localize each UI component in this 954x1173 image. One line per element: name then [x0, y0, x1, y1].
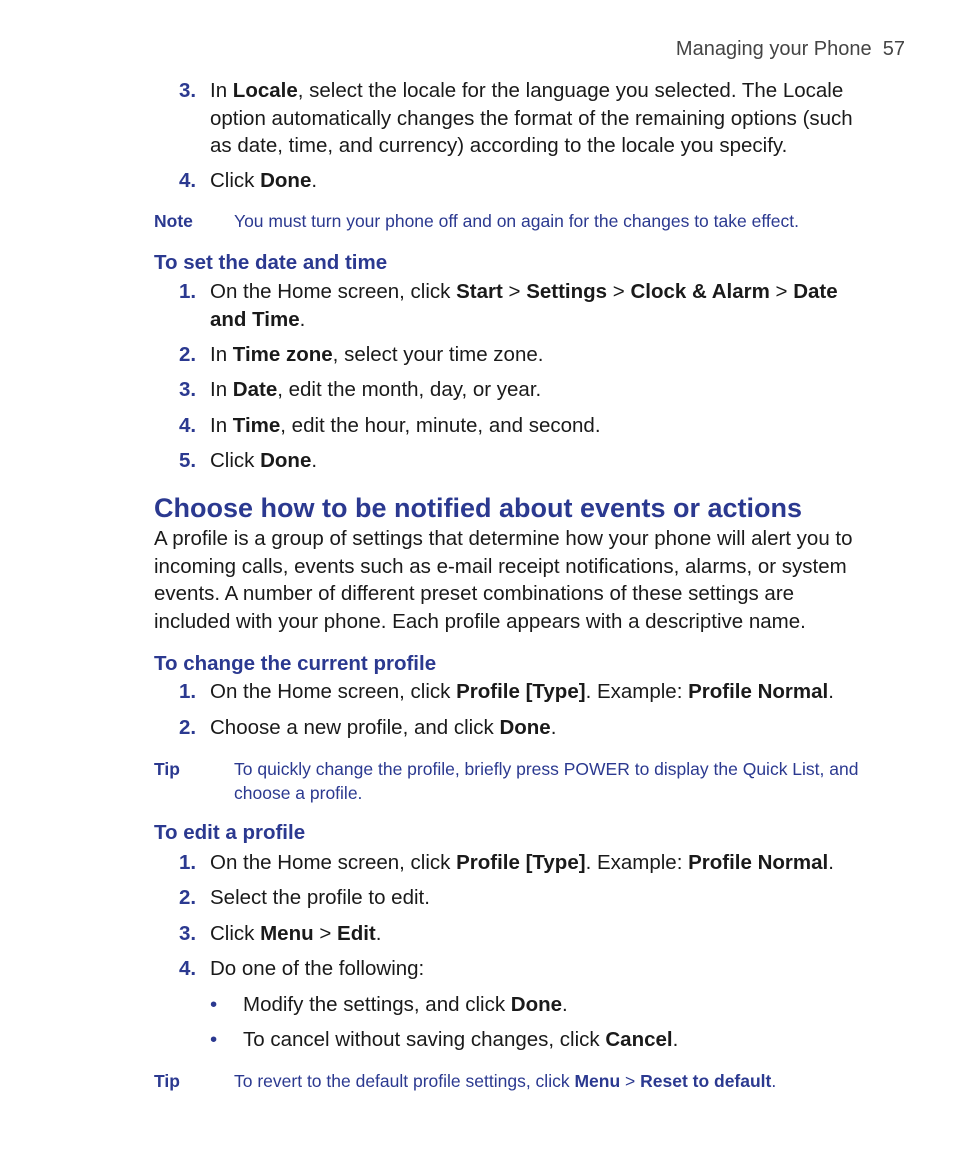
step-number: 4.: [179, 414, 197, 437]
step-text: . Example:: [585, 851, 689, 874]
list-item: [154, 884, 874, 912]
bullet-keyword: Done: [510, 993, 563, 1016]
step-number: 2.: [179, 343, 197, 366]
step-text: , select the locale for the language you selected. The Locale option automatically changes the format of the remaining options (such as date, time, and currency) according to the locale you specify.: [210, 79, 853, 157]
step-text: On the Home screen, click: [210, 680, 457, 703]
step-separator: >: [502, 280, 527, 303]
step-separator: >: [313, 922, 338, 945]
step-text: .: [375, 922, 382, 945]
step-number: 1.: [179, 680, 197, 703]
step-text: .: [550, 716, 557, 739]
tip-box: [154, 1069, 874, 1093]
list-item: [154, 955, 874, 983]
list-item: [154, 678, 874, 706]
step-text: Select the profile to edit.: [210, 886, 430, 909]
step-keyword: Profile Normal: [688, 680, 829, 703]
bullet-item: [154, 1026, 874, 1054]
step-number: 1.: [179, 280, 197, 303]
tip-separator: >: [620, 1071, 641, 1091]
step-separator: >: [607, 280, 631, 303]
page-header: [676, 38, 905, 61]
step-keyword: Menu: [260, 922, 314, 945]
bullet-text: .: [562, 993, 568, 1016]
list-item: [154, 376, 874, 404]
step-keyword: Profile [Type]: [456, 851, 586, 874]
step-number: 1.: [179, 851, 197, 874]
step-keyword: Profile Normal: [688, 851, 829, 874]
step-keyword: Profile [Type]: [456, 680, 586, 703]
bullet-keyword: Cancel: [605, 1028, 673, 1051]
section-paragraph: A profile is a group of settings that determine how your phone will alert you to incoming calls, events such as e-mail receipt notifications, alarms, or system events. A number of different preset combinations of these settings are included with your phone. Each profile appears with a descriptive name.: [154, 527, 853, 633]
step-text: Choose a new profile, and click: [210, 716, 500, 739]
step-keyword: Done: [499, 716, 551, 739]
step-text: On the Home screen, click: [210, 851, 457, 874]
step-text: .: [828, 680, 834, 703]
bullet-item: [154, 991, 874, 1019]
step-text: , edit the hour, minute, and second.: [280, 414, 601, 437]
header-title: Managing your Phone: [675, 38, 872, 60]
step-text: .: [311, 169, 318, 192]
step-number: 2.: [179, 716, 197, 739]
step-keyword: Time: [232, 414, 281, 437]
page-number: 57: [882, 38, 905, 60]
list-item: [154, 714, 874, 742]
step-text: Do one of the following:: [210, 957, 425, 980]
bullet-icon: •: [210, 1028, 218, 1051]
step-separator: >: [769, 280, 794, 303]
bullet-text: .: [672, 1028, 679, 1051]
step-text: Click: [210, 922, 261, 945]
step-number: 4.: [179, 169, 197, 192]
bullet-icon: •: [210, 993, 218, 1016]
step-keyword: Done: [260, 449, 312, 472]
tip-label: Tip: [154, 1071, 180, 1091]
step-text: In: [210, 79, 233, 102]
step-number: 3.: [179, 922, 197, 945]
bullet-text: Modify the settings, and click: [243, 993, 511, 1016]
step-keyword: Locale: [232, 79, 298, 102]
step-number: 2.: [179, 886, 197, 909]
tip-keyword: Reset to default: [640, 1071, 772, 1091]
list-item: [154, 920, 874, 948]
step-text: .: [311, 449, 318, 472]
step-keyword: Clock & Alarm: [630, 280, 770, 303]
step-text: . Example:: [585, 680, 689, 703]
tip-box: [154, 757, 874, 805]
list-item: [154, 77, 874, 160]
step-text: Click: [210, 449, 261, 472]
step-text: , edit the month, day, or year.: [277, 378, 542, 401]
step-number: 5.: [179, 449, 197, 472]
note-text: You must turn your phone off and on again for the changes to take effect.: [234, 211, 799, 231]
list-item: [154, 341, 874, 369]
list-item: [154, 849, 874, 877]
step-text: .: [828, 851, 834, 874]
section-title: Choose how to be notified about events or actions: [154, 493, 803, 523]
subheading-edit-profile: To edit a profile: [154, 821, 306, 844]
step-keyword: Done: [260, 169, 312, 192]
step-keyword: Time zone: [232, 343, 333, 366]
step-keyword: Date: [232, 378, 278, 401]
bullet-text: To cancel without saving changes, click: [243, 1028, 606, 1051]
step-number: 3.: [179, 79, 197, 102]
step-text: , select your time zone.: [332, 343, 544, 366]
list-item: [154, 447, 874, 475]
step-keyword: Date and Time: [210, 280, 838, 331]
subheading-date-time: To set the date and time: [154, 251, 388, 274]
step-keyword: Start: [456, 280, 503, 303]
step-text: .: [299, 307, 306, 331]
step-number: 3.: [179, 378, 197, 401]
tip-text: To revert to the default profile settings, click: [234, 1071, 575, 1091]
list-item: [154, 167, 874, 195]
step-keyword: Edit: [337, 922, 376, 945]
step-text: In: [210, 378, 233, 401]
note-label: Note: [154, 211, 193, 231]
step-keyword: Settings: [526, 280, 608, 303]
step-text: In: [210, 414, 233, 437]
tip-label: Tip: [154, 759, 180, 779]
list-item: [154, 278, 874, 333]
list-item: [154, 412, 874, 440]
subheading-change-profile: To change the current profile: [154, 652, 437, 675]
tip-text: .: [771, 1071, 777, 1091]
tip-text: To quickly change the profile, briefly press POWER to display the Quick List, and choose a profile.: [234, 759, 859, 803]
tip-keyword: Menu: [574, 1071, 621, 1091]
step-text: In: [210, 343, 233, 366]
note-box: [154, 209, 874, 233]
step-text: On the Home screen, click: [210, 280, 457, 303]
step-text: Click: [210, 169, 261, 192]
step-number: 4.: [179, 957, 197, 980]
